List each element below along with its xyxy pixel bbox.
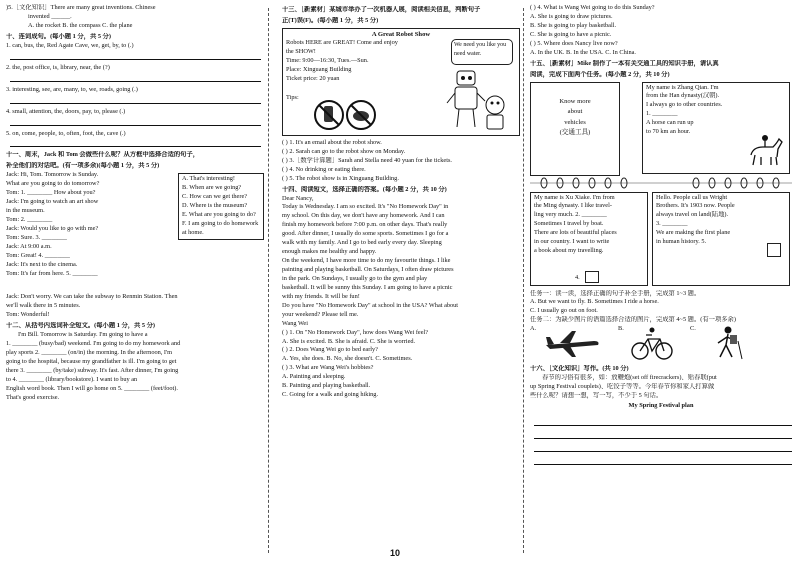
section-16-title: 十六、［文化知识］写作。(共 10 分): [530, 365, 629, 373]
letter-line: my school. On this day, we don't have any homework. And I can: [282, 212, 445, 220]
mc-item[interactable]: ( ) 3. What are Wang Wei's hobbies?: [282, 364, 374, 372]
plane-icon[interactable]: [542, 329, 602, 359]
card-line: in our country. I want to write: [534, 238, 610, 246]
section-13-title: 十三、［新素材］某城市举办了一次机器人展，阅读相关信息，判断句子: [282, 6, 481, 13]
writing-lines[interactable]: [530, 417, 792, 465]
task-1-options-cont: C. I usually go out on foot.: [530, 307, 598, 315]
mc-option[interactable]: C. Going for a walk and going hiking.: [282, 391, 379, 399]
letter-line: your weekend? Please tell me.: [282, 310, 359, 318]
letter-line: basketball. It will be sunny this Sunday. I am going to have a picnic: [282, 283, 453, 291]
mc-options[interactable]: A. Yes, she does. B. No, she doesn't. C. Sometimes.: [282, 355, 413, 363]
sentence-item-3: 3. interesting, see, are, many, to, we, roads, going (.): [6, 86, 261, 104]
picture-slot-4-label: 4.: [575, 273, 580, 281]
writing-line[interactable]: [534, 417, 792, 426]
tf-item[interactable]: ( ) 5. The robot show is in Xinguang Building.: [282, 174, 399, 182]
letter-line: with my friends. It will be fun!: [282, 292, 360, 300]
card-line: I always go to other countries.: [646, 101, 723, 109]
binding-rings: [530, 176, 792, 190]
writing-line[interactable]: [534, 430, 792, 439]
section-12-title: 十二、从括号内选词补全短文。(每小题 1 分，共 5 分): [6, 322, 156, 330]
tf-item[interactable]: ( ) 2. Sarah can go to the robot show on Monday.: [282, 147, 406, 155]
sentence-item-4: 4. small, attention, the, doors, pay, to, please (.): [6, 108, 261, 126]
option-f: F. I am going to do homework at home.: [182, 220, 259, 236]
dialogue-line: Tom: Wonderful!: [6, 311, 50, 319]
dialogue-line: Jack: I'm going to watch an art show: [6, 198, 99, 206]
passage-line: play sports 2. ________ (on/in) the morning. In the afternoon, I'm: [6, 348, 173, 356]
tf-item[interactable]: ( ) 1. It's an email about the robot show.: [282, 138, 382, 146]
task-1-options: A. But we want to fly. B. Sometimes I ride a horse.: [530, 298, 659, 306]
task-1: 任务一：读一读，选择正确的句子补全手册，完成第 1~3 题。: [530, 289, 701, 297]
dialogue-line: Tom: 2. ________: [6, 216, 53, 223]
card-line: Sometimes I travel by boat.: [534, 220, 604, 228]
letter-line: enough makes me healthy and happy.: [282, 248, 377, 256]
cover-line: (交通工具): [559, 129, 591, 137]
robot-show-poster: [282, 28, 520, 136]
bicycle-icon[interactable]: [630, 327, 674, 361]
cover-line: about: [567, 108, 583, 116]
wright-brothers-card: [652, 192, 790, 286]
section-15-title: 十五、［新素材］Mike 制作了一本有关交通工具的知识手册，请认真: [530, 59, 719, 67]
column-1: [6, 4, 261, 403]
letter-line: painting and playing basketball. On Saturdays, I often draw pictures: [282, 266, 454, 273]
answer-line[interactable]: [10, 138, 261, 147]
section-15-title-cont: 阅读，完成下面两个任务。(每小题 2 分，共 10 分): [530, 70, 670, 78]
letter-line: walk with my family. And I go to bed early every day. Sleeping: [282, 239, 442, 247]
mc-item[interactable]: ( ) 1. On "No Homework Day", how does Wang Wei feel?: [282, 328, 429, 336]
answer-line[interactable]: [10, 117, 261, 126]
writing-prompt: 春节的习俗有很多，如：放鞭炮(set off firecrackers)、贴春联(put: [542, 374, 717, 382]
letter-line: Today is Wednesday. I am so excited. It's "No Homework Day" in: [282, 203, 449, 211]
poster-line: the SHOW!: [286, 48, 316, 56]
poster-title: A Great Robot Show: [371, 30, 431, 38]
mc-item[interactable]: ( ) 2. Does Wang Wei go to bed early?: [282, 346, 378, 354]
picture-slot-5[interactable]: [767, 243, 781, 257]
plan-title: My Spring Festival plan: [628, 402, 694, 409]
picture-slot-4[interactable]: [585, 271, 599, 283]
card-line: A horse can run up: [646, 119, 694, 127]
letter-line: Dear Nancy,: [282, 194, 314, 202]
mc-item[interactable]: ( ) 5. Where does Nancy live now?: [530, 39, 618, 47]
mc-option[interactable]: B. Painting and playing basketball.: [282, 382, 371, 390]
card-line: in human history. 5.: [656, 238, 707, 246]
passage-line: English word book. Then I will go home on 5. ________ (feet/foot).: [6, 384, 178, 392]
tf-item[interactable]: ( ) 4. No drinking or eating there.: [282, 165, 366, 173]
card-line: My name is Zhang Qian. I'm: [646, 83, 719, 91]
pic-label-a: A.: [530, 325, 537, 333]
card-line: a book about my travelling.: [534, 247, 604, 255]
option-e: E. What are you going to do?: [182, 211, 256, 219]
section-11-title: 十一、周末，Jack 和 Tom 会做些什么呢？从方框中选择合适的句子，: [6, 151, 200, 159]
passage-line: That's good exercise.: [6, 393, 60, 401]
cover-line: Know more: [559, 97, 591, 105]
pic-label-b: B.: [618, 325, 624, 333]
dialogue-line: in the museum.: [6, 207, 45, 215]
dialogue-line: Tom: It's far from here. 5. ________: [6, 269, 98, 277]
letter-line: On the weekend, I have more time to do my favourite things. I like: [282, 257, 451, 265]
cover-line: vehicles: [564, 118, 586, 126]
task-2: 任务二：为缺少图片的语篇选择合适的图片，完成第 4~5 题。(有一项多余): [530, 316, 736, 324]
tf-item[interactable]: ( ) 3.［数学计算题］Sarah and Stella need 40 yuan for the tickets.: [282, 156, 452, 164]
sentence-item-2: 2. the, post office, is, library, near, the (?): [6, 64, 261, 82]
vehicles-handbook: [530, 82, 792, 290]
card-line: Brothers. It's 1903 now. People: [656, 202, 735, 210]
card-line: There are lots of beautiful places: [534, 229, 617, 237]
passage-line: there 3. ________ (by/take) subway. It's fast. After dinner, I'm going: [6, 366, 179, 374]
writing-line[interactable]: [534, 443, 792, 452]
option-b: B. When are we going?: [182, 184, 242, 192]
horse-rider-icon: [745, 133, 785, 167]
passage-line: to 4. ________ (library/bookstore). I want to buy an: [6, 375, 138, 383]
section-14-title: 十四、阅读短文，选择正确的答案。(每小题 2 分，共 10 分): [282, 185, 447, 193]
pic-label-c: C.: [690, 325, 696, 333]
letter-line: in the park. On Sundays, I usually go to the gym and play: [282, 274, 428, 282]
card-line: My name is Xu Xiake. I'm from: [534, 193, 615, 201]
letter-signature: Wang Wei: [282, 319, 308, 327]
writing-prompt-cont: up Spring Festival couplets)、吃饺子等等。今年春节你和家人打算做: [530, 383, 715, 391]
zhang-qian-card: [642, 82, 790, 174]
poster-line: Robots HERE are GREAT! Come and enjoy: [286, 39, 398, 47]
mc-option[interactable]: B. She is going to play basketball.: [530, 21, 617, 29]
dialogue-line: What are you going to do tomorrow?: [6, 180, 100, 188]
letter-line: good. After dinner, I usually do some sports. Sometimes I go for a: [282, 230, 449, 238]
column-divider-right: [523, 8, 524, 553]
sentence-item-1: 1. can, bus, the, Red Agate Cave, we, get, by, to (.): [6, 42, 261, 60]
mc-option[interactable]: A. Painting and sleeping.: [282, 373, 346, 381]
dialogue-line: Jack: At 9:00 a.m.: [6, 242, 52, 250]
section-10-title: 十、连词成句。(每小题 1 分，共 5 分): [6, 32, 111, 40]
handbook-cover: [530, 82, 620, 176]
sentence-item-5: 5. on, come, people, to, often, foot, the, cave (.): [6, 130, 261, 148]
speech-bubble: We need you like you need water.: [451, 39, 513, 65]
section-13-title-cont: 正(T)误(F)。(每小题 1 分，共 5 分): [282, 16, 379, 24]
poster-line: Ticket price: 20 yuan: [286, 74, 340, 82]
mc-option[interactable]: A. She is going to draw pictures.: [530, 12, 613, 20]
card-line: from the Han dynasty(汉朝).: [646, 92, 720, 100]
letter-line: Do you have "No Homework Day" at school in the USA? What about: [282, 301, 459, 309]
poster-line: Place: Xinguang Building: [286, 66, 352, 74]
card-line: the Ming dynasty. I like travel-: [534, 202, 612, 210]
passage-line: going to the hospital, because my grandfather is ill. I'm going to get: [6, 357, 177, 365]
dialogue-line: Tom: 1. ________ How about you?: [6, 189, 96, 197]
q5-stem-cont: invented ______.: [28, 12, 72, 20]
card-line: 3. ________: [656, 220, 688, 228]
mc-option[interactable]: C. She is going to have a picnic.: [530, 30, 612, 38]
writing-line[interactable]: [534, 456, 792, 465]
column-divider-left: [268, 8, 269, 553]
dialogue-line: Jack: Don't worry. We can take the subway to Renmin Station. Then: [6, 293, 178, 301]
no-drink-icon: [313, 99, 463, 131]
dialogue-line: we'll walk there in 5 minutes.: [6, 302, 81, 310]
poster-line: Time: 9:00—16:30, Tues.—Sun.: [286, 57, 369, 65]
column-2: [282, 4, 520, 400]
mc-options[interactable]: A. In the UK. B. In the USA. C. In China.: [530, 48, 636, 56]
option-d: D. Where is the museum?: [182, 202, 248, 210]
mc-options[interactable]: A. She is excited. B. She is afraid. C. She is worried.: [282, 337, 416, 345]
dialogue-area: [6, 171, 261, 293]
mc-item[interactable]: ( ) 4. What is Wang Wei going to do this Sunday?: [530, 4, 655, 11]
card-line: Hello. People call us Wright: [656, 193, 728, 201]
options-box: [178, 173, 264, 240]
section-11-title-cont: 补全他们的对话吧。(有一项多余)(每小题 1 分，共 5 分): [6, 162, 160, 170]
answer-line[interactable]: [10, 73, 261, 82]
writing-prompt-cont: 些什么呢？请想一想，写一写，不少于 5 句话。: [530, 392, 663, 400]
letter-line: finish my homework before 7:00 p.m. on other days. That's really: [282, 221, 448, 229]
no-food-icon: [345, 99, 377, 131]
page-number: 10: [390, 548, 401, 558]
card-line: We are making the first plane: [656, 229, 731, 237]
passage-line: I'm Bill. Tomorrow is Saturday. I'm going to have a: [18, 331, 148, 339]
dialogue-line: Tom: Sure. 3. ________: [6, 233, 67, 241]
answer-line[interactable]: [10, 95, 261, 104]
hiker-icon[interactable]: [708, 325, 752, 361]
robots-illustration: [443, 67, 513, 133]
option-c: C. How can we get there?: [182, 193, 248, 201]
answer-line[interactable]: [10, 51, 261, 60]
card-line: always travel on land(陆地).: [656, 211, 729, 219]
poster-tips: Tips:: [286, 93, 299, 101]
card-line: to 70 km an hour.: [646, 128, 691, 136]
q5-options: A. the rocket B. the compass C. the plane: [28, 21, 133, 29]
dialogue-line: Jack: Hi, Tom. Tomorrow is Sunday.: [6, 171, 99, 179]
dialogue-line: Tom: Great! 4. ________: [6, 251, 70, 259]
passage-line: 1. ________ (busy/bad) weekend. I'm going to do my homework and: [6, 340, 181, 347]
card-line: 1. ________: [646, 110, 678, 118]
picture-options: [530, 325, 792, 363]
dialogue-line: Jack: Would you like to go with me?: [6, 224, 99, 232]
q5-stem: )5.［文化知识］There are many great inventions. Chinese: [6, 4, 156, 11]
xu-xiake-card: [530, 192, 648, 286]
card-line: ling very much. 2. ________: [534, 211, 607, 219]
dialogue-line: Jack: It's next to the cinema.: [6, 260, 78, 268]
column-3: [530, 4, 792, 469]
option-a: A. That's interesting!: [182, 175, 235, 183]
